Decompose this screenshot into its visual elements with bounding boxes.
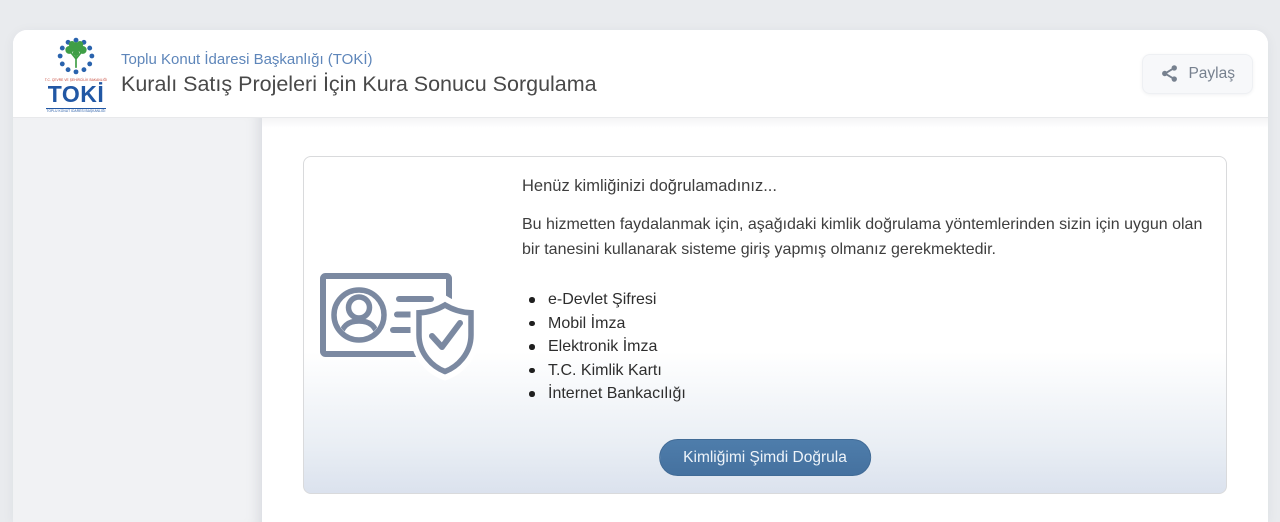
verification-text-block <box>522 177 1210 406</box>
list-item: İnternet Bankacılığı <box>522 382 1210 406</box>
page-card <box>13 30 1268 522</box>
sidebar <box>13 118 262 522</box>
toki-emblem-icon <box>48 34 104 78</box>
page-title: Kuralı Satış Projeleri İçin Kura Sonucu Sorgulama <box>121 71 597 96</box>
share-button-label: Paylaş <box>1188 64 1235 82</box>
verify-identity-button[interactable]: Kimliğimi Şimdi Doğrula <box>659 439 871 476</box>
main-area <box>262 118 1268 522</box>
organization-link[interactable]: Toplu Konut İdaresi Başkanlığı (TOKİ) <box>121 50 373 68</box>
tree-icon <box>65 41 86 67</box>
page-header <box>13 30 1268 118</box>
share-icon <box>1160 64 1179 83</box>
auth-methods-list <box>522 288 1210 406</box>
verification-heading: Henüz kimliğinizi doğrulamadınız... <box>522 177 777 195</box>
list-item: Elektronik İmza <box>522 335 1210 359</box>
id-card-shield-icon <box>319 269 481 381</box>
toki-logo <box>45 34 107 112</box>
list-item: T.C. Kimlik Kartı <box>522 359 1210 383</box>
identity-verification-card <box>303 156 1227 494</box>
list-item: e-Devlet Şifresi <box>522 288 1210 312</box>
content-row <box>13 118 1268 522</box>
list-item: Mobil İmza <box>522 312 1210 336</box>
verification-description: Bu hizmetten faydalanmak için, aşağıdaki kimlik doğrulama yöntemlerinden sizin için uygun olan bir tanesini kullanarak sisteme giriş yapmış olmanız gerekmektedir. <box>522 216 1203 258</box>
logo-toki-wordmark: TOKİ <box>47 81 105 107</box>
logo-administration-text: TOPLU KONUT İDARESİ BAŞKANLIĞI <box>46 108 106 113</box>
header-titles <box>121 51 597 97</box>
logo-ministry-text: T.C. ÇEVRE VE ŞEHİRCİLİK BAKANLIĞI <box>44 78 108 83</box>
share-button[interactable] <box>1142 54 1253 94</box>
